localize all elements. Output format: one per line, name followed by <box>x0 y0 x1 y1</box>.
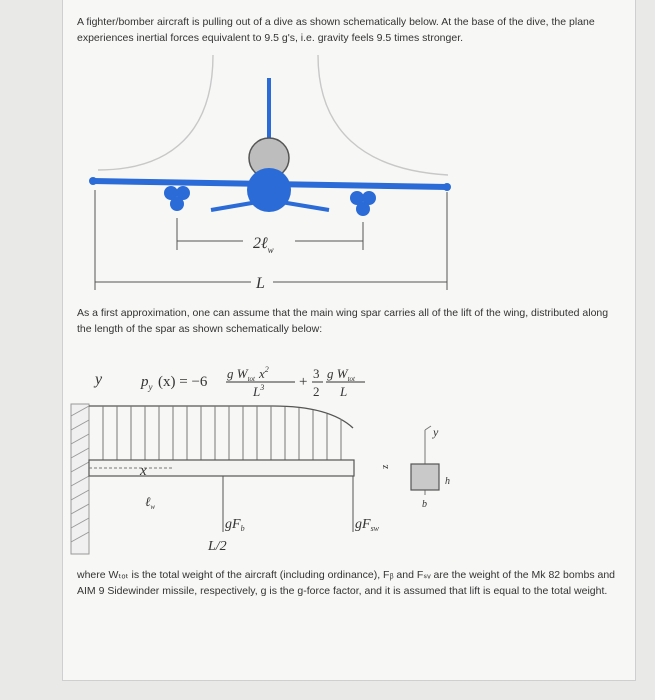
svg-text:g Wtotx2: g $W_{tot}$ $x^2$ <box>227 365 269 383</box>
svg-text:3: 3 <box>313 366 320 381</box>
sidewinder-force-label: $gF_{sw}$ <box>355 517 380 533</box>
svg-text:+: + <box>299 374 308 390</box>
load-formula <box>140 365 365 399</box>
dim-outer-label: L <box>256 275 265 290</box>
bomb-cluster-right-icon <box>350 191 376 216</box>
aircraft-diagram <box>63 50 635 290</box>
lift-distribution-lines <box>103 406 341 460</box>
section-y-label: y <box>433 425 439 439</box>
half-span-label: L/2 <box>208 539 227 554</box>
bomb-force-label: $gF_b$ <box>225 517 245 533</box>
spar-cross-section <box>411 464 439 490</box>
svg-text:L3: $L^3$ <box>253 383 265 399</box>
svg-text:py: $p_y$ <box>141 374 153 392</box>
problem-intro: A fighter/bomber aircraft is pulling out of a dive as shown schematically below. At the base of the dive, the plane experiences inertial forces equivalent to 9.5 g's, i.e. gravity feels 9.5 times stronger. <box>77 16 595 44</box>
bomb-cluster-left-icon <box>164 186 190 211</box>
section-b-label: b <box>422 499 427 510</box>
axis-x-label: x <box>140 463 147 479</box>
section-h-label: h <box>445 476 450 487</box>
fixed-support-wall <box>71 404 89 554</box>
problem-sheet <box>62 0 636 681</box>
spar-diagram <box>63 360 635 560</box>
wingtip-left <box>89 177 97 185</box>
lw-label: ℓ$_w$ <box>145 494 156 511</box>
wingtip-right <box>443 183 451 191</box>
wing-spar-beam <box>89 460 354 476</box>
svg-text:g Wtot: g $W_{tot}$ <box>327 366 355 383</box>
spar-assumption: As a first approximation, one can assume that the main wing spar carries all of the lift of the wing, distributed along the length of the spar as shown schematically below: <box>77 307 609 335</box>
section-z-axis <box>425 426 431 430</box>
svg-text:2: 2 <box>313 384 320 399</box>
svg-text:L: L <box>340 384 348 399</box>
axis-y-label: y <box>95 371 103 388</box>
dive-path-left <box>98 55 213 170</box>
variable-definitions: where Wₜₒₜ is the total weight of the aircraft (including ordinance), Fᵦ and Fₛᵥ are the weight of the Mk 82 bombs and AIM 9 Sidewinder missile, respectively, g is the g-force factor, and it is assumed that lift is equal to the total weight. <box>77 569 616 597</box>
dive-path-right <box>318 55 448 175</box>
dim-inner-label: 2ℓ$_w$ <box>253 235 274 255</box>
svg-text:(x) = −6: (x) = −6 <box>158 374 208 390</box>
fuselage <box>247 168 291 212</box>
axis-z-label: z <box>380 464 391 469</box>
